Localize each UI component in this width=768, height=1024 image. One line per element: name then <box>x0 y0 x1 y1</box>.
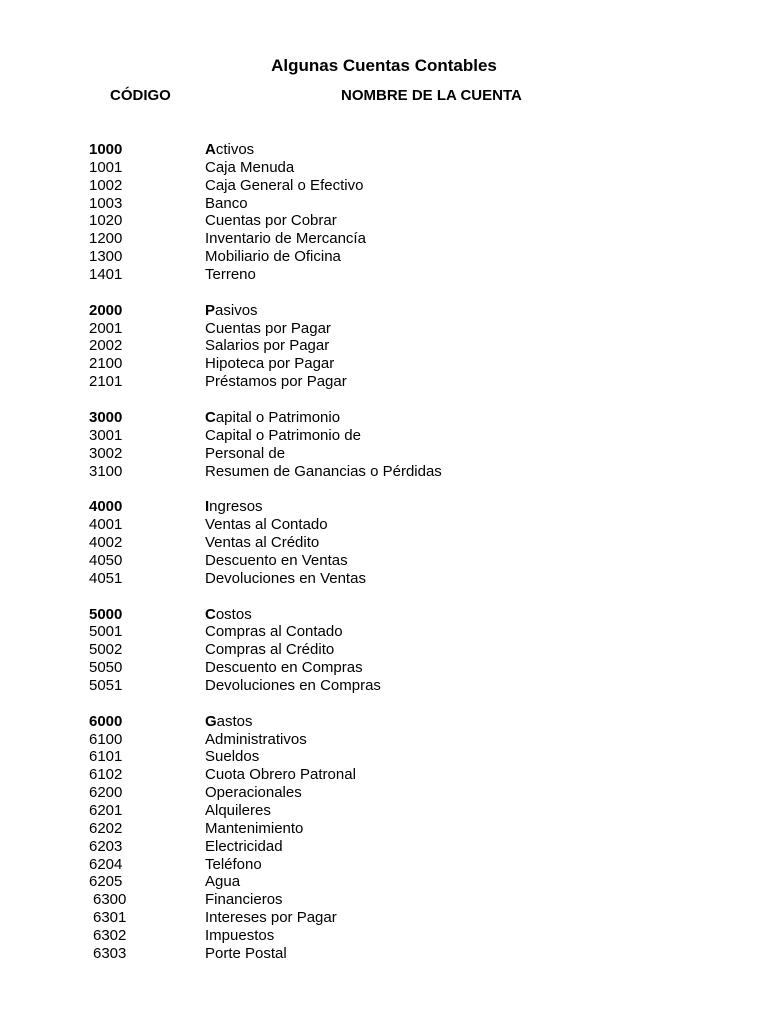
account-group-header <box>0 606 768 624</box>
account-code: 6205 <box>89 873 123 891</box>
code-column-header: CÓDIGO <box>110 87 171 104</box>
account-name: Cuentas por Cobrar <box>205 212 337 230</box>
account-name: Impuestos <box>205 926 275 944</box>
account-row <box>0 445 768 463</box>
account-row <box>0 802 768 820</box>
account-name: Operacionales <box>205 784 302 802</box>
group-name-initial: A <box>205 141 216 158</box>
group-code: 5000 <box>89 605 123 623</box>
account-row <box>0 195 768 213</box>
account-name: Salarios por Pagar <box>205 337 330 355</box>
account-code: 6301 <box>93 909 127 927</box>
account-row <box>0 230 768 248</box>
account-row <box>0 320 768 338</box>
group-name-rest: ctivos <box>215 141 255 158</box>
account-code: 6204 <box>89 855 123 873</box>
account-row <box>0 337 768 355</box>
account-name: Mantenimiento <box>205 819 304 837</box>
account-row <box>0 891 768 909</box>
account-name: Teléfono <box>205 855 262 873</box>
account-name: Banco <box>205 194 248 212</box>
account-row <box>0 909 768 927</box>
account-code: 6303 <box>93 944 127 962</box>
account-code: 5050 <box>89 659 123 677</box>
account-row <box>0 748 768 766</box>
account-name: Financieros <box>205 891 283 909</box>
account-code: 4002 <box>89 534 123 552</box>
group-name-initial: C <box>205 605 216 623</box>
account-code: 6203 <box>89 837 123 855</box>
account-row <box>0 373 768 391</box>
account-code: 3001 <box>89 426 123 444</box>
account-name: Terreno <box>205 265 256 283</box>
account-group-header <box>0 713 768 731</box>
account-code: 1001 <box>89 158 123 176</box>
group-code: 4000 <box>89 498 123 516</box>
account-row <box>0 623 768 641</box>
group-name <box>205 409 340 427</box>
account-name: Resumen de Ganancias o Pérdidas <box>205 462 442 480</box>
account-row <box>0 641 768 659</box>
account-row <box>0 927 768 945</box>
account-code: 6100 <box>89 730 123 748</box>
account-name: Descuento en Compras <box>205 659 363 677</box>
group-name-rest: ngresos <box>209 498 263 516</box>
account-name: Compras al Contado <box>205 623 343 641</box>
account-code: 5002 <box>89 641 123 659</box>
account-group-header <box>0 498 768 516</box>
account-group-header <box>0 141 768 159</box>
page-title: Algunas Cuentas Contables <box>271 56 497 75</box>
account-group-header <box>0 409 768 427</box>
group-code: 3000 <box>89 408 123 426</box>
account-code: 6202 <box>89 819 123 837</box>
account-name: Ventas al Contado <box>205 516 328 534</box>
account-name: Alquileres <box>205 802 271 819</box>
account-name: Mobiliario de Oficina <box>205 248 341 266</box>
account-name: Cuentas por Pagar <box>205 319 331 337</box>
account-name: Devoluciones en Compras <box>205 676 381 694</box>
account-row <box>0 427 768 445</box>
account-group <box>0 302 768 391</box>
account-code: 4001 <box>89 516 123 534</box>
account-code: 4051 <box>89 569 123 587</box>
account-row <box>0 659 768 677</box>
account-code: 6102 <box>89 766 123 784</box>
account-name: Ventas al Crédito <box>205 534 320 552</box>
group-name <box>205 302 258 320</box>
group-code: 1000 <box>89 141 123 158</box>
account-code: 6101 <box>89 748 123 766</box>
account-row <box>0 266 768 284</box>
account-group <box>0 141 768 284</box>
account-name: Hipoteca por Pagar <box>205 355 335 373</box>
account-group <box>0 409 768 480</box>
account-row <box>0 552 768 570</box>
account-code: 6201 <box>89 802 123 819</box>
account-row <box>0 766 768 784</box>
account-row <box>0 534 768 552</box>
account-row <box>0 945 768 963</box>
group-name-initial: G <box>205 712 217 730</box>
account-name: Electricidad <box>205 837 283 855</box>
group-name <box>205 498 263 516</box>
account-code: 5001 <box>89 623 123 641</box>
account-code: 5051 <box>89 676 123 694</box>
account-name: Intereses por Pagar <box>205 909 337 927</box>
account-code: 4050 <box>89 551 123 569</box>
account-name: Préstamos por Pagar <box>205 373 347 391</box>
account-row <box>0 820 768 838</box>
group-name-rest: ostos <box>215 605 252 623</box>
account-code: 2100 <box>89 355 123 373</box>
account-group <box>0 606 768 695</box>
account-row <box>0 873 768 891</box>
account-code: 1020 <box>89 212 123 230</box>
account-name: Cuota Obrero Patronal <box>205 766 356 784</box>
account-name: Capital o Patrimonio de <box>205 426 361 444</box>
group-name-rest: astos <box>216 712 253 730</box>
group-name <box>205 713 253 731</box>
group-name <box>205 141 254 159</box>
account-name-column-header: NOMBRE DE LA CUENTA <box>341 87 522 104</box>
account-name: Devoluciones en Ventas <box>205 569 366 587</box>
account-code: 1401 <box>89 265 123 283</box>
account-group-header <box>0 302 768 320</box>
account-code: 6300 <box>93 891 127 909</box>
account-name: Sueldos <box>205 748 260 766</box>
account-name: Inventario de Mercancía <box>205 230 366 248</box>
group-name-rest: apital o Patrimonio <box>215 408 341 426</box>
account-row <box>0 856 768 874</box>
account-code: 3100 <box>89 462 123 480</box>
account-group <box>0 713 768 963</box>
account-row <box>0 516 768 534</box>
account-name: Caja General o Efectivo <box>205 176 364 194</box>
account-name: Caja Menuda <box>205 158 295 176</box>
account-code: 1300 <box>89 248 123 266</box>
account-row <box>0 731 768 749</box>
account-name: Personal de <box>205 444 286 462</box>
account-row <box>0 159 768 177</box>
group-name-rest: asivos <box>215 301 258 319</box>
account-code: 3002 <box>89 444 123 462</box>
account-row <box>0 463 768 481</box>
account-code: 6302 <box>93 926 127 944</box>
account-row <box>0 677 768 695</box>
account-row <box>0 212 768 230</box>
account-row <box>0 177 768 195</box>
group-name-initial: P <box>205 301 216 319</box>
group-code: 2000 <box>89 301 123 319</box>
account-row <box>0 248 768 266</box>
account-code: 2101 <box>89 373 123 391</box>
group-name-initial: I <box>205 498 210 516</box>
group-name-initial: C <box>205 408 216 426</box>
account-row <box>0 784 768 802</box>
account-name: Agua <box>205 873 241 891</box>
account-list <box>0 141 768 981</box>
group-code: 6000 <box>89 712 123 730</box>
account-row <box>0 355 768 373</box>
account-group <box>0 498 768 587</box>
group-name <box>205 606 252 624</box>
account-name: Compras al Crédito <box>205 641 335 659</box>
account-code: 1003 <box>89 194 123 212</box>
account-row <box>0 838 768 856</box>
account-name: Administrativos <box>205 730 307 748</box>
account-code: 2001 <box>89 319 123 337</box>
account-code: 1002 <box>89 176 123 194</box>
account-code: 1200 <box>89 230 123 248</box>
account-row <box>0 570 768 588</box>
account-code: 2002 <box>89 337 123 355</box>
account-name: Porte Postal <box>205 944 287 962</box>
account-code: 6200 <box>89 784 123 802</box>
account-name: Descuento en Ventas <box>205 551 348 569</box>
